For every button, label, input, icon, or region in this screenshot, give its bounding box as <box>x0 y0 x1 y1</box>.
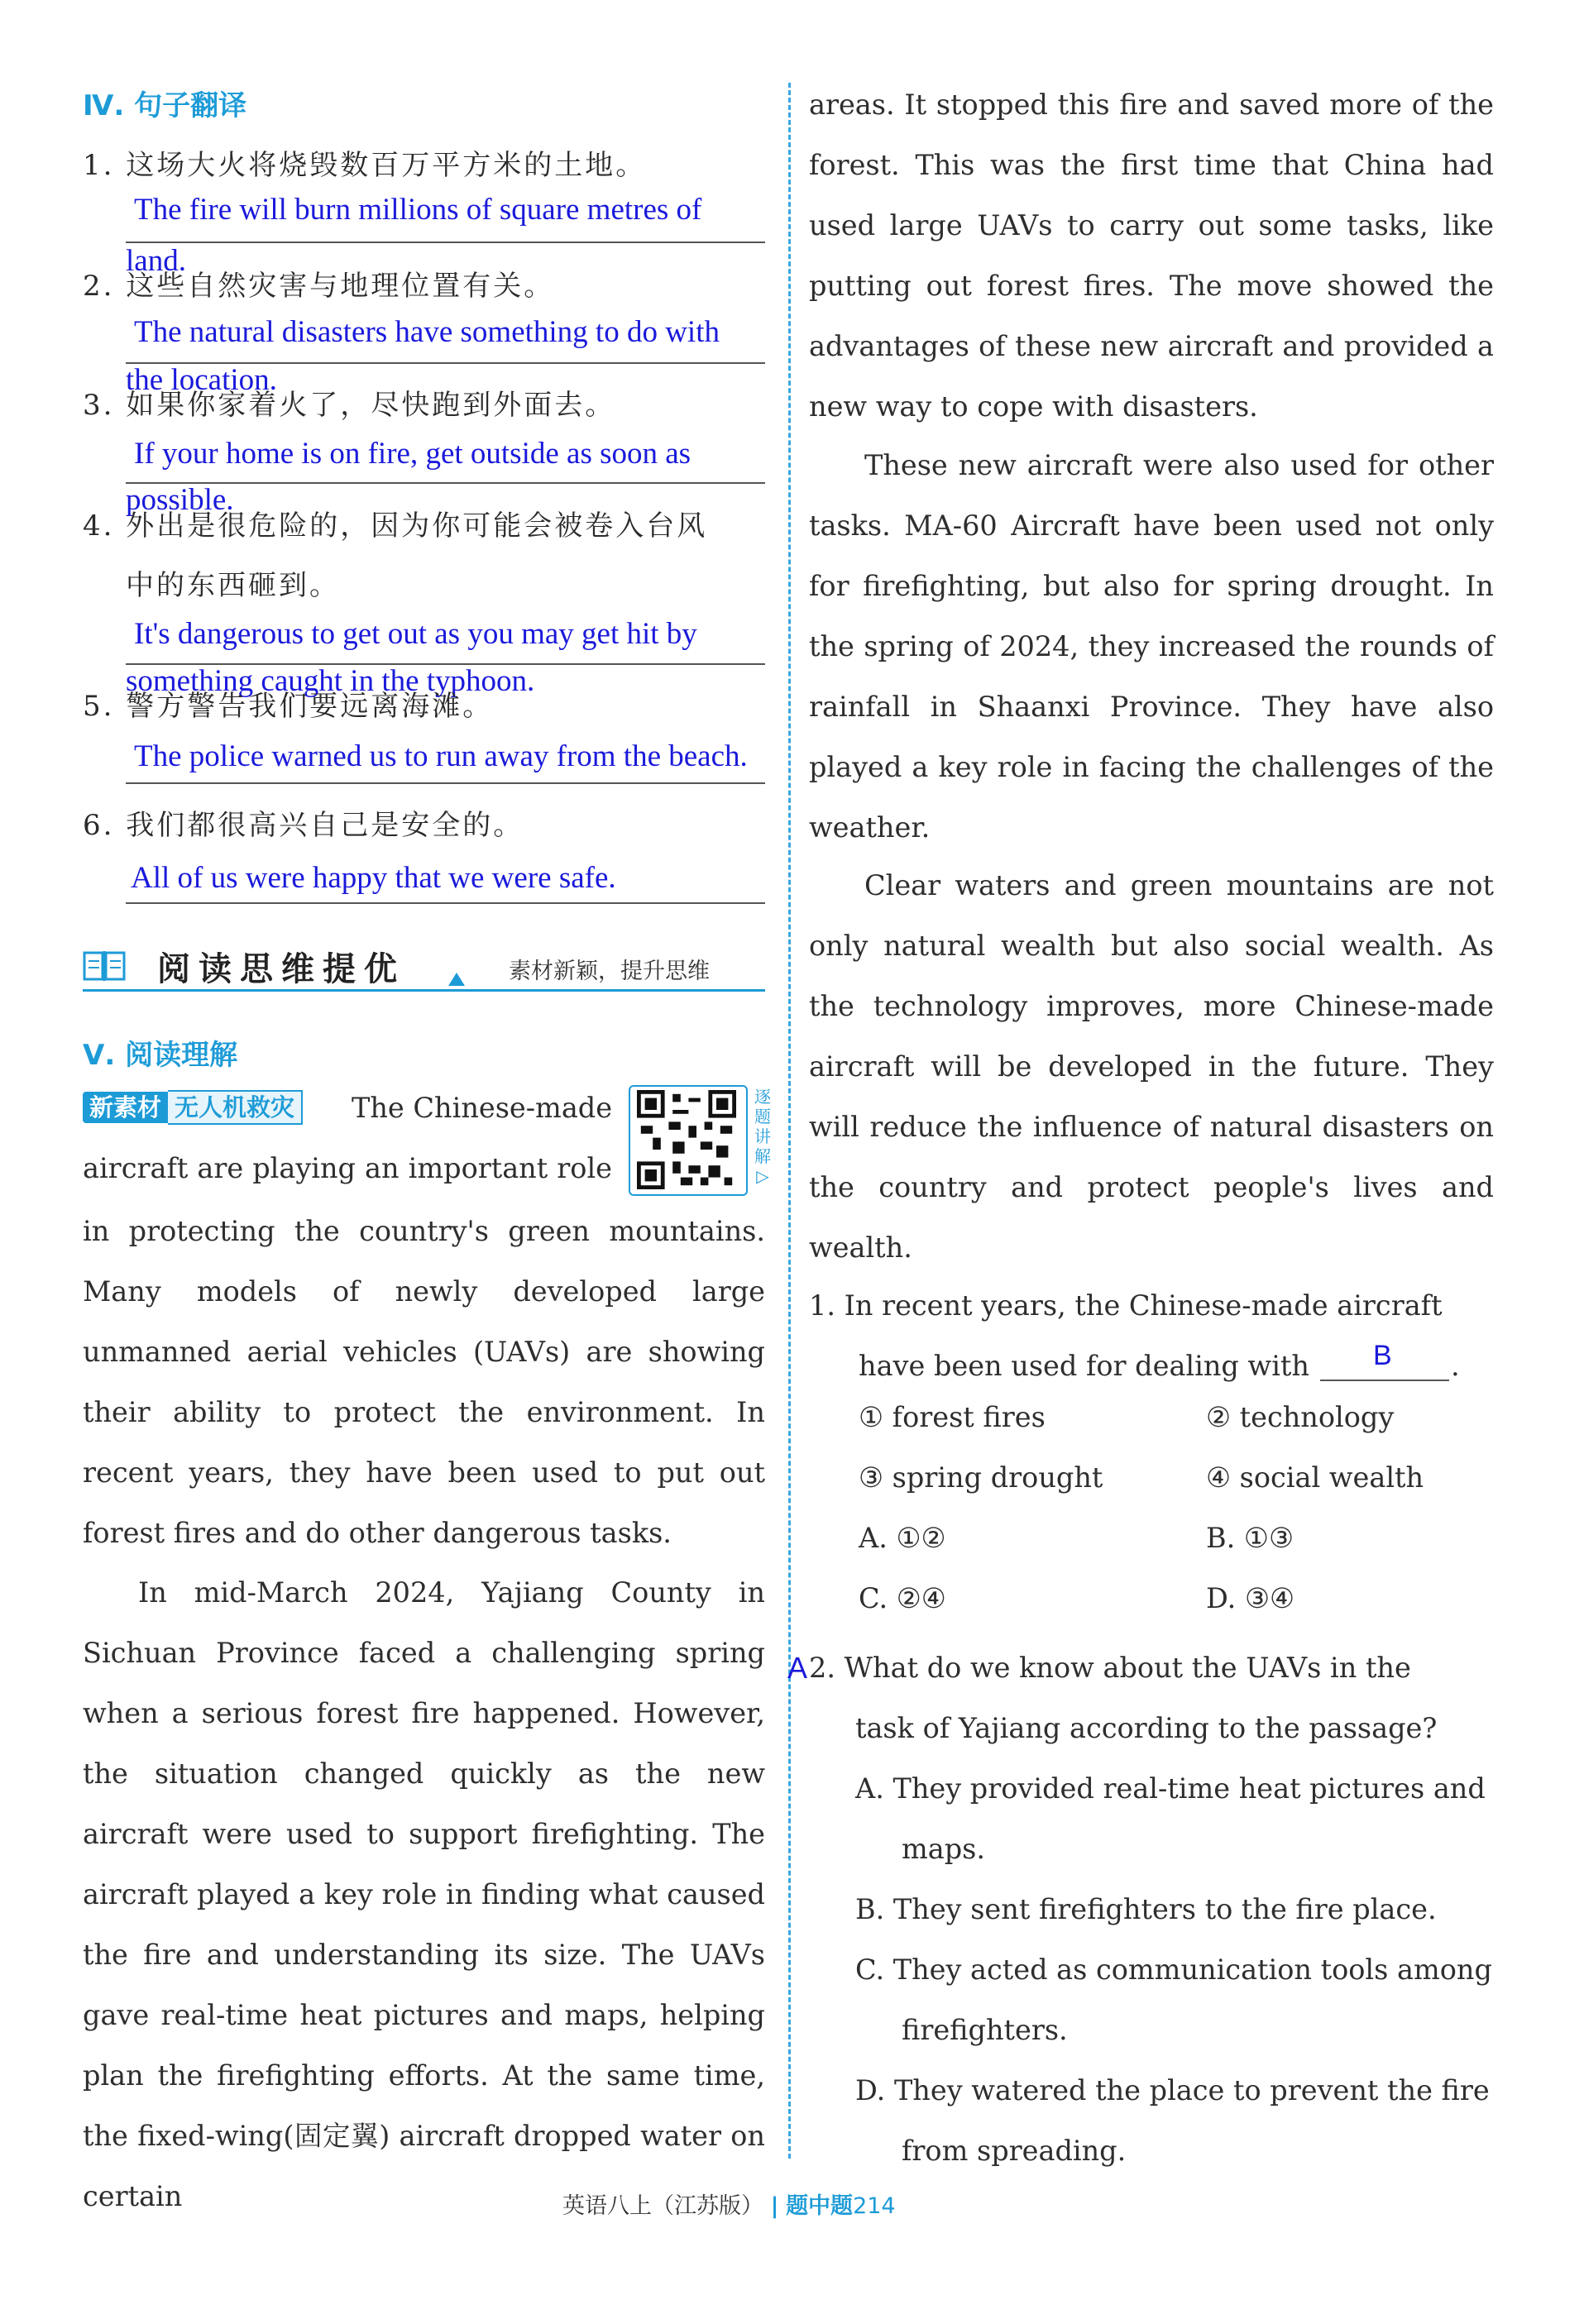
answer-line <box>126 241 765 243</box>
qr-code[interactable] <box>629 1085 771 1196</box>
translation-answer-3-line2: possible. <box>126 483 234 517</box>
question-2-stem: 2. What do we know about the UAVs in the <box>809 1652 1411 1684</box>
tag-new-material: 新素材 <box>83 1092 168 1123</box>
q2-option-b: B. They sent firefighters to the fire place. <box>855 1893 1437 1925</box>
qr-side-label: 逐 题 讲 解 ▷ <box>754 1087 771 1186</box>
passage-para-1: in protecting the country's green mountains. Many models of newly developed large unmanned aerial vehicles (UAVs) are showing their ability to protect the environment. In recent years, they have been used to put out forest fires and do other dangerous tasks. <box>83 1215 765 1549</box>
banner-underline <box>83 989 765 992</box>
answer-blank-line <box>1320 1380 1449 1381</box>
q2-option-c-line2: firefighters. <box>902 2014 1068 2046</box>
q1-item-3: ③ spring drought <box>859 1461 1103 1494</box>
section-heading-reading: Ⅴ. 阅读理解 <box>83 1039 238 1072</box>
section-heading-translation: Ⅳ. 句子翻译 <box>83 89 247 122</box>
answer-line <box>126 782 765 784</box>
translation-answer-5: The police warned us to run away from the beach. <box>134 739 748 773</box>
q1-option-c: C. ②④ <box>859 1582 946 1614</box>
question-1-stem: 1. In recent years, the Chinese-made aircraft <box>809 1289 1443 1322</box>
translation-question-3: 3. 如果你家着火了，尽快跑到外面去。 <box>83 389 616 422</box>
q1-option-d: D. ③④ <box>1206 1582 1295 1614</box>
question-1-end: . <box>1451 1350 1460 1382</box>
translation-answer-6: All of us were happy that we were safe. <box>131 861 616 895</box>
passage-line-2: aircraft are playing an important role <box>83 1152 612 1184</box>
column-divider <box>788 83 791 2159</box>
passage-para-3: These new aircraft were also used for other tasks. MA-60 Aircraft have been used not only for firefighting, but also for spring drought. In the spring of 2024, they increased the rounds of rainfall in Shaanxi Province. They have also played a key role in facing the challenges of the weather. <box>809 449 1494 844</box>
translation-question-2: 2. 这些自然灾害与地理位置有关。 <box>83 270 555 303</box>
footer-brand: 题中题 <box>786 2193 854 2219</box>
banner-pointer-icon <box>448 973 465 989</box>
page-footer <box>562 2188 896 2220</box>
q2-option-d-line2: from spreading. <box>902 2135 1127 2167</box>
translation-answer-3-line1: If your home is on fire, get outside as soon as <box>134 437 692 471</box>
question-1-stem-line2: have been used for dealing with <box>859 1350 1309 1382</box>
page-number: 214 <box>853 2193 896 2219</box>
translation-question-1: 1. 这场大火将烧毁数百万平方米的土地。 <box>83 149 647 182</box>
q1-option-a: A. ①② <box>859 1522 946 1554</box>
translation-question-6: 6. 我们都很高兴自己是安全的。 <box>83 809 524 842</box>
translation-answer-1-line2: land. <box>126 244 186 278</box>
question-2-answer-mark: A <box>787 1651 808 1685</box>
translation-question-4-line2: 中的东西砸到。 <box>126 569 340 602</box>
q2-option-d: D. They watered the place to prevent the fire <box>855 2074 1490 2106</box>
translation-answer-4-line1: It's dangerous to get out as you may get hit by <box>134 617 697 651</box>
q1-item-1: ① forest fires <box>859 1401 1046 1433</box>
banner-title: 阅读思维提优 <box>157 950 405 988</box>
q1-item-2: ② technology <box>1206 1401 1395 1433</box>
passage-lead: The Chinese-made <box>352 1092 613 1124</box>
q2-option-a: A. They provided real-time heat pictures and <box>855 1772 1486 1805</box>
question-2-stem-line2: task of Yajiang according to the passage? <box>855 1712 1438 1744</box>
play-icon: ▷ <box>756 1166 769 1186</box>
footer-separator: | <box>770 2193 779 2219</box>
translation-answer-1-line1: The fire will burn millions of square metres of <box>134 193 702 227</box>
banner-subtitle: 素材新颖，提升思维 <box>509 959 710 984</box>
passage-para-2: In mid-March 2024, Yajiang County in Sichuan Province faced a challenging spring when a serious forest fire happened. However, the situation changed quickly as the new aircraft were used to support firefighting. The aircraft played a key role in finding what caused the fire and understanding its size. The UAVs gave real-time heat pictures and maps, helping plan the firefighting efforts. At the same time, the fixed-wing(固定翼) aircraft dropped water on certain <box>83 1576 765 2212</box>
footer-book-title: 英语八上（江苏版） <box>562 2193 763 2219</box>
q2-option-a-line2: maps. <box>902 1833 986 1865</box>
translation-answer-4-line2: something caught in the typhoon. <box>126 664 535 698</box>
translation-question-4: 4. 外出是很危险的，因为你可能会被卷入台风 <box>83 509 708 543</box>
question-1-answer: B <box>1373 1340 1392 1371</box>
translation-question-5: 5. 警方警告我们要远离海滩。 <box>83 690 494 723</box>
translation-answer-2-line1: The natural disasters have something to do with <box>134 315 720 349</box>
q1-option-b: B. ①③ <box>1206 1522 1294 1554</box>
q2-option-c: C. They acted as communication tools among <box>855 1953 1492 1986</box>
answer-line <box>126 902 765 904</box>
open-book-icon <box>83 948 126 987</box>
new-material-tag <box>83 1089 303 1123</box>
q1-item-4: ④ social wealth <box>1206 1461 1424 1494</box>
tag-topic: 无人机救灾 <box>168 1090 303 1125</box>
translation-answer-2-line2: the location. <box>126 363 277 397</box>
reading-banner <box>83 943 765 989</box>
passage-para-4: Clear waters and green mountains are not only natural wealth but also social wealth. As the technology improves, more Chinese-made aircraft will be developed in the future. They will reduce the influence of natural disasters on the country and protect people's lives and wealth. <box>809 869 1494 1264</box>
passage-para-2-continued: areas. It stopped this fire and saved more of the forest. This was the first time that China had used large UAVs to carry out some tasks, like putting out forest fires. The move showed the advantages of these new aircraft and provided a new way to cope with disasters. <box>809 88 1494 423</box>
